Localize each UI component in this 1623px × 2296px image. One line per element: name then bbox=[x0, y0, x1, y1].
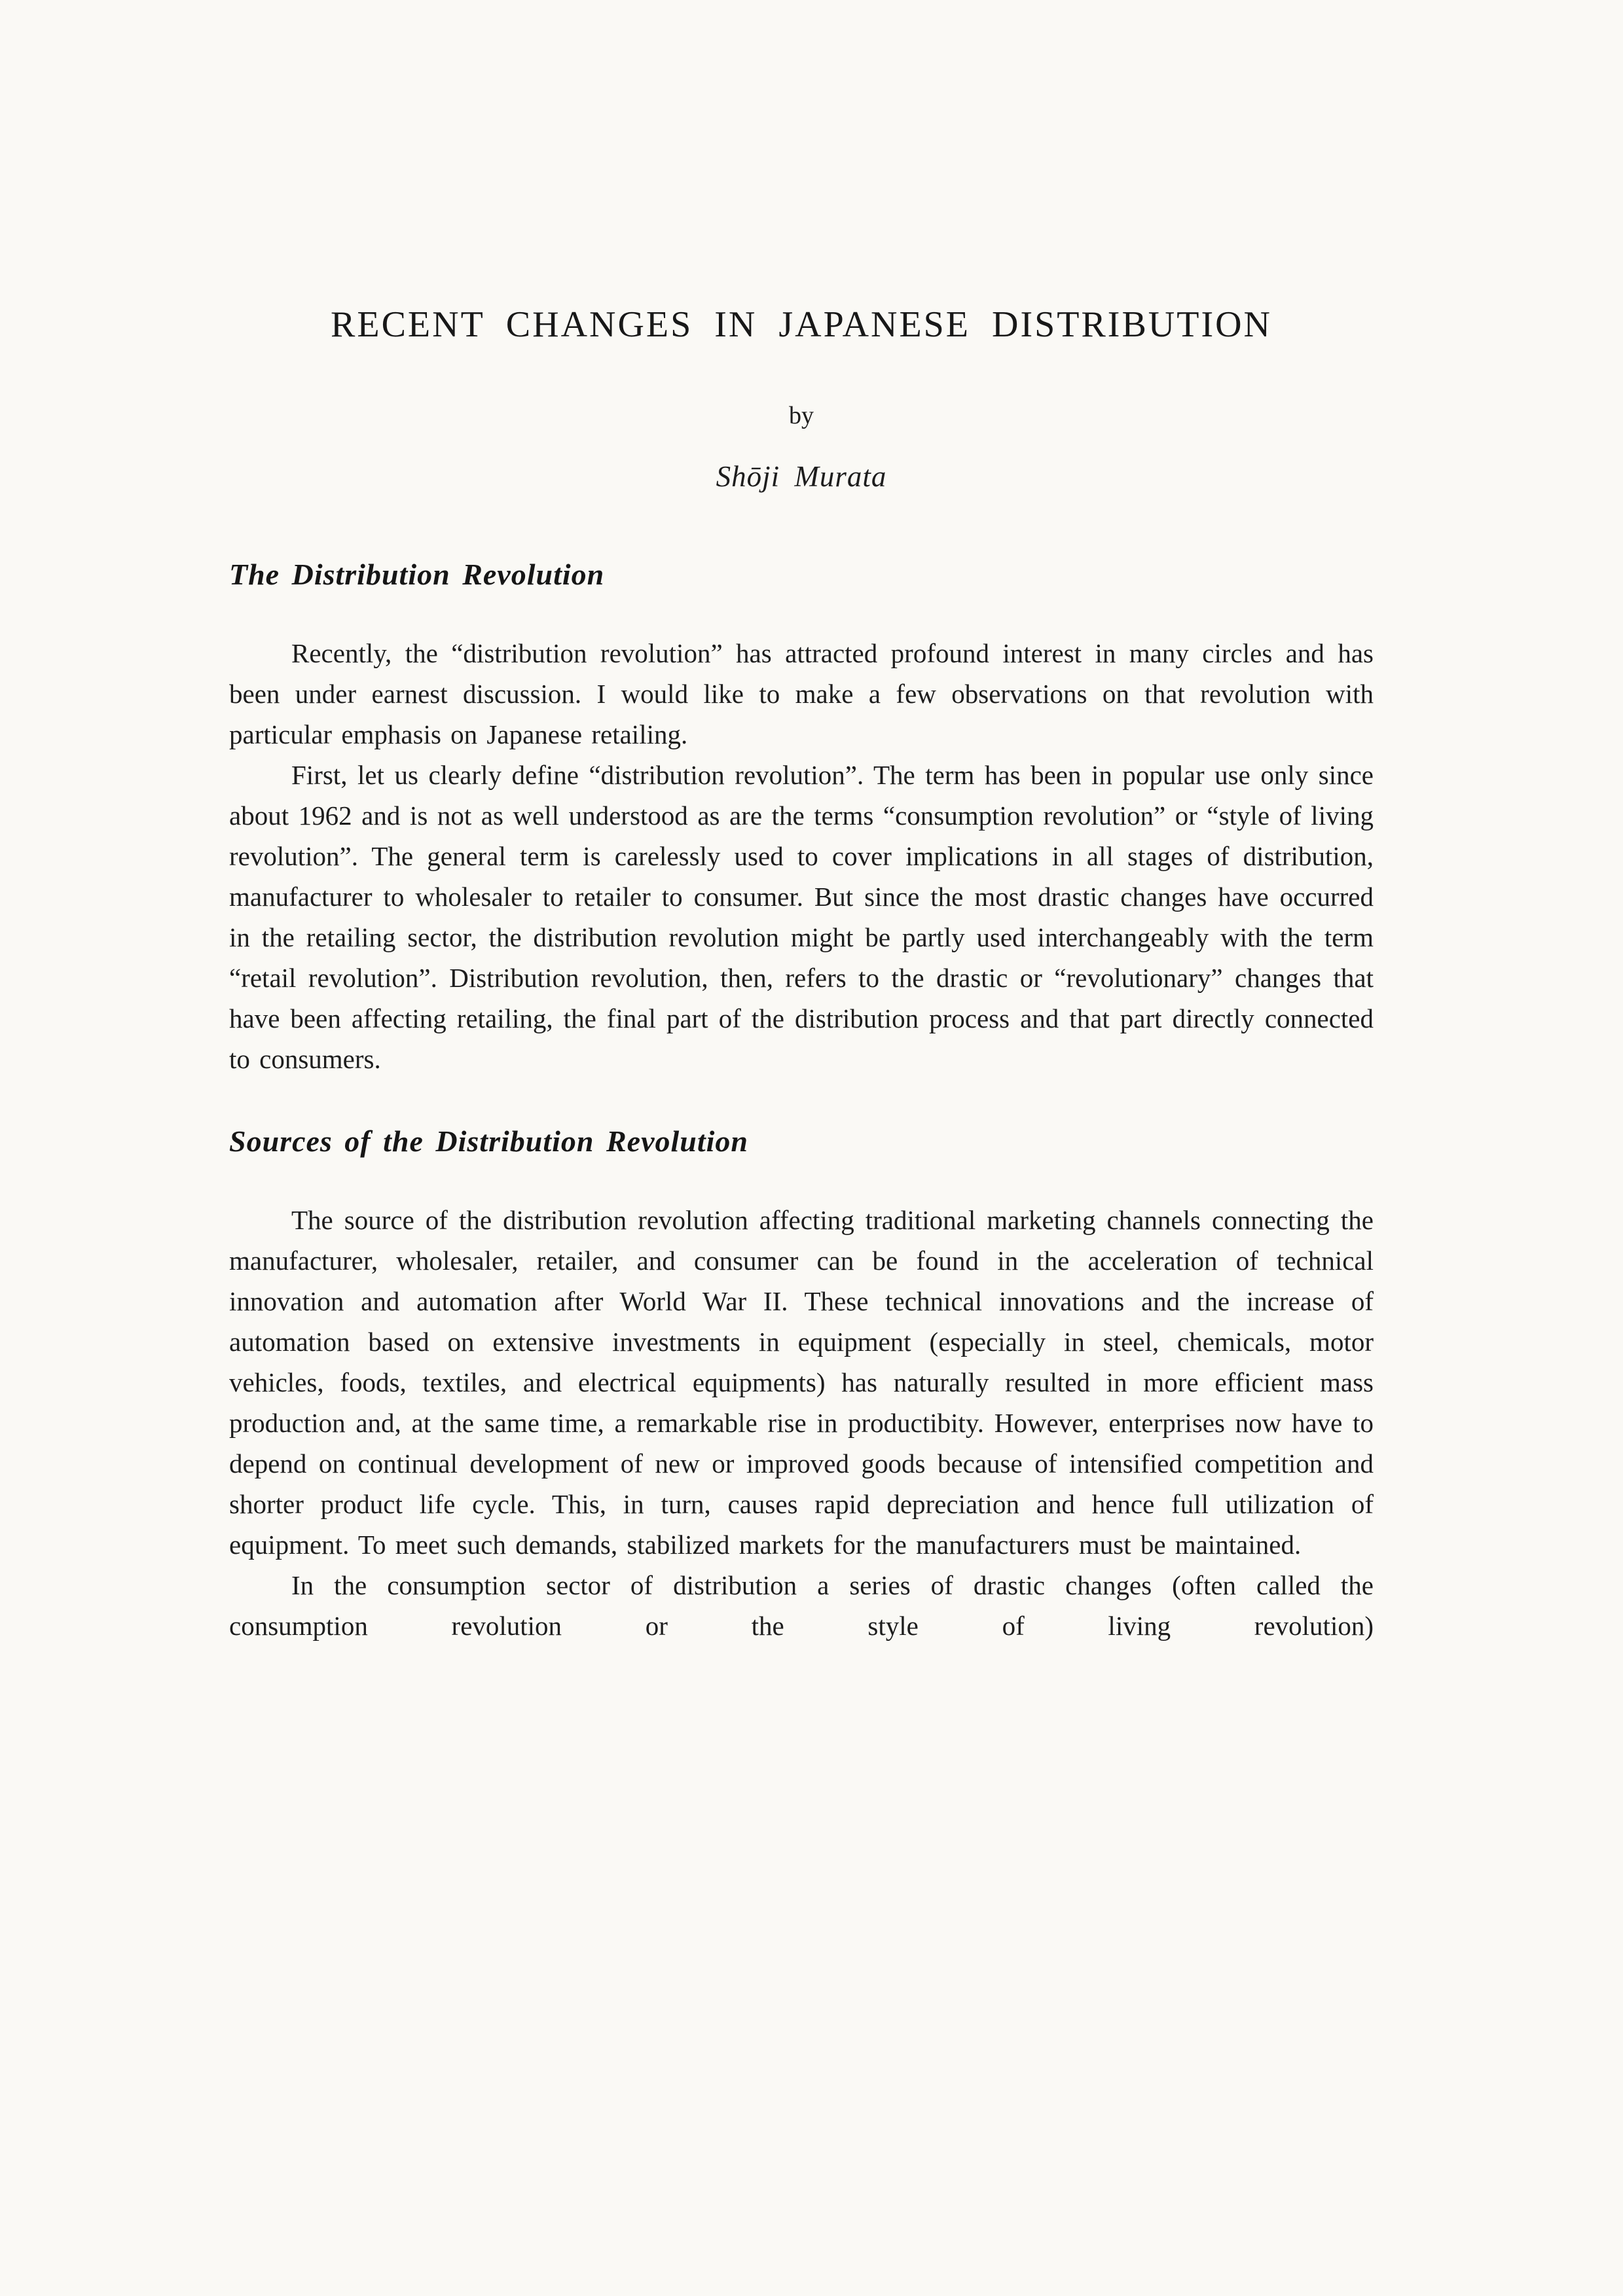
paragraph: Recently, the “distribution revolution” has attracted profound interest in many circles and has been under earnest discussion. I would like to make a few observations on that revolution with particular emphasis on Japanese retailing. bbox=[229, 638, 1374, 749]
paragraph: The source of the distribution revolution affecting traditional marketing channels connecting the manufacturer, wholesaler, retailer, and consumer can be found in the acceleration of technical innovation and automation after World War II. These technical innovations and the increase of automation based on extensive investments in equipment (especially in steel, chemicals, motor vehicles, foods, textiles, and electrical equipments) has naturally resulted in more efficient mass production and, at the same time, a remarkable rise in productibity. However, enterprises now have to depend on continual development of new or improved goods because of intensified competition and shorter product life cycle. This, in turn, causes rapid depreciation and hence full utilization of equipment. To meet such demands, stabilized markets for the manufacturers must be maintained. bbox=[229, 1205, 1374, 1560]
paragraph: In the consumption sector of distribution a series of drastic changes (often called the consumption revolution or the style of living revolution) bbox=[229, 1570, 1374, 1641]
page-content bbox=[229, 306, 1374, 1646]
byline: by bbox=[789, 402, 814, 429]
section-heading-distribution-revolution: The Distribution Revolution bbox=[229, 558, 605, 591]
paper-title: RECENT CHANGES IN JAPANESE DISTRIBUTION bbox=[331, 304, 1272, 345]
section-heading-sources: Sources of the Distribution Revolution bbox=[229, 1124, 749, 1158]
author-name: Shōji Murata bbox=[716, 460, 887, 493]
paragraph: First, let us clearly define “distribution revolution”. The term has been in popular use only since about 1962 and is not as well understood as are the terms “consumption revolution” or “style of living revolution”. The general term is carelessly used to cover implications in all stages of distribution, manufacturer to wholesaler to retailer to consumer. But since the most drastic changes have occurred in the retailing sector, the distribution revolution might be partly used interchangeably with the term “retail revolution”. Distribution revolution, then, refers to the drastic or “revolutionary” changes that have been affecting retailing, the final part of the distribution process and that part directly connected to consumers. bbox=[229, 760, 1374, 1074]
